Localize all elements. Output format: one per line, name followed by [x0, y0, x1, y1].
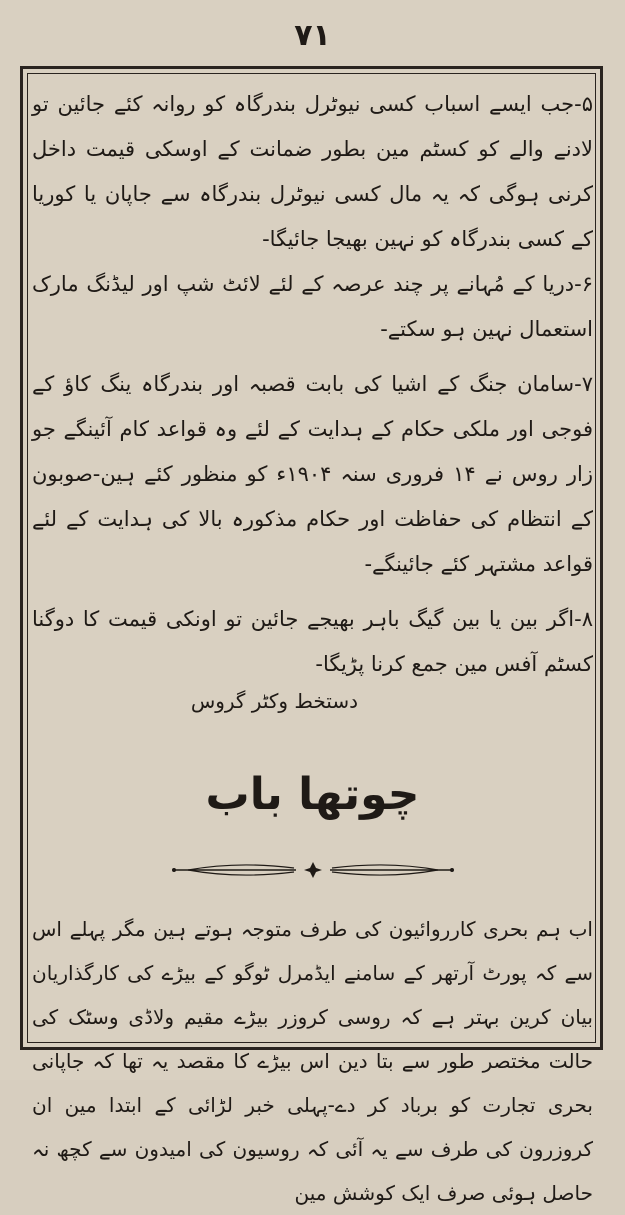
paragraph-7: ۷-سامان جنگ کے اشیا کی بابت قصبہ اور بندرگاہ ینگ کاؤ کے فوجی اور ملکی حکام کے ہدایت کے لئے وہ قواعد کام آئینگے جو زار روس نے ۱۴ فروری سنہ ۱۹۰۴ء کو منظور کئے ہین-صوبون کے انتظام کی حفاظت اور حکام مذکورہ بالا کی ہدایت کے لئے قواعد مشتہر کئے جائینگے-: [32, 372, 593, 576]
signature: دستخط وکٹر گروس: [190, 689, 358, 713]
divider-ornament: [168, 859, 458, 881]
page-content: [32, 80, 593, 1205]
page-number: ۷۱: [294, 18, 331, 53]
paragraph-5: ۵-جب ایسے اسباب کسی نیوٹرل بندرگاہ کو روانہ کئے جائین تو لادنے والے کو کسٹم مین بطور ضمانت کے اوسکی قیمت داخل کرنی ہوگی کہ یہ مال کسی نیوٹرل بندرگاہ سے جاپان یا کوریا کے کسی بندرگاہ کو نہین بھیجا جائیگا-: [32, 92, 593, 251]
chapter-title: چوتھا باب: [205, 769, 420, 820]
chapter-body: اب ہم بحری کارروائیون کی طرف متوجہ ہوتے ہین مگر پہلے اس سے کہ پورٹ آرتھر کے سامنے ایڈمرل ٹوگو کے بیڑے کی کارگذاریان بیان کرین بہتر ہے کہ روسی کروزر بیڑے مقیم ولاڈی وسٹک کی حالت مختصر طور سے بتا دین اس بیڑے کا مقصد یہ تھا کہ جاپانی بحری تجارت کو برباد کر دے-پہلی خبر لڑائی کے ابتدا مین ان کروزرون کی طرف سے یہ آئی کہ روسیون کی امیدون سے کچھ نہ حاصل ہوئی صرف ایک کوشش مین: [32, 917, 593, 1205]
paragraph-8: ۸-اگر بین یا بین گیگ باہر بھیجے جائین تو اونکی قیمت کا دوگنا کسٹم آفس مین جمع کرنا پڑیگا-: [32, 607, 593, 676]
paragraph-6: ۶-دریا کے مُہانے پر چند عرصہ کے لئے لائٹ شپ اور لیڈنگ مارک استعمال نہین ہو سکتے-: [32, 272, 593, 341]
